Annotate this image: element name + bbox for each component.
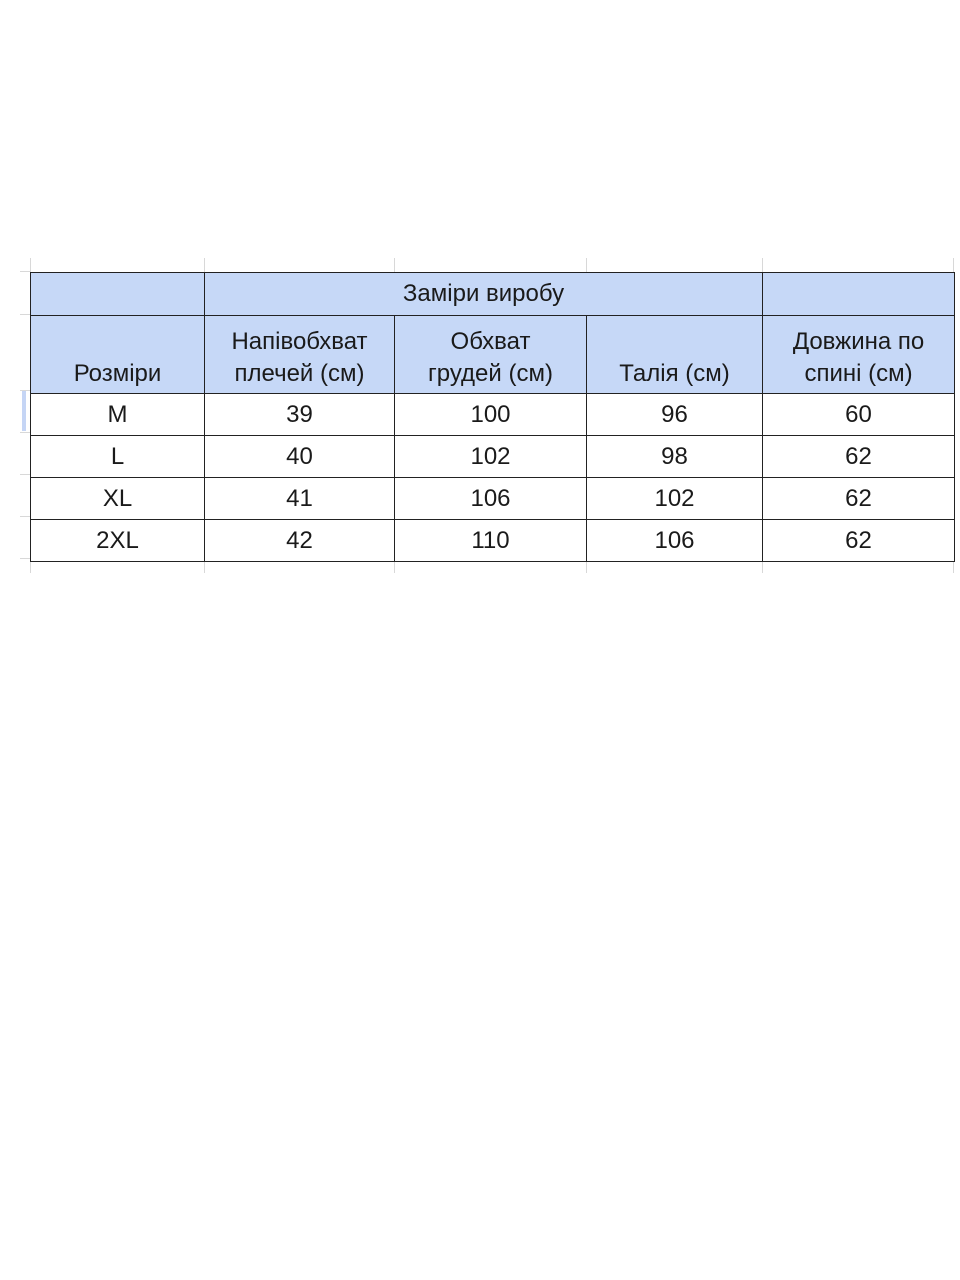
gridline [204, 258, 205, 272]
size-cell[interactable]: L [31, 436, 205, 478]
gridline [20, 432, 30, 433]
column-header-chest[interactable] [395, 316, 587, 394]
waist-cell[interactable]: 102 [587, 478, 763, 520]
empty-header-cell[interactable] [31, 273, 205, 316]
gridline [20, 558, 30, 559]
column-header-shoulders[interactable] [205, 316, 395, 394]
column-header-sizes[interactable] [31, 316, 205, 394]
gridline [30, 258, 31, 272]
size-cell[interactable]: XL [31, 478, 205, 520]
back-length-cell[interactable]: 62 [763, 520, 955, 562]
gridline [394, 258, 395, 272]
back-length-cell[interactable]: 62 [763, 436, 955, 478]
header-line: Розміри [73, 360, 162, 387]
gridline [762, 258, 763, 272]
header-line: Обхват [450, 328, 531, 355]
size-chart-table [30, 272, 955, 562]
shoulders-cell[interactable]: 40 [205, 436, 395, 478]
shoulders-cell[interactable]: 41 [205, 478, 395, 520]
gridline [953, 258, 954, 272]
gridline [20, 516, 30, 517]
size-cell[interactable]: M [31, 394, 205, 436]
header-line: плечей (см) [234, 360, 365, 387]
back-length-cell[interactable]: 60 [763, 394, 955, 436]
size-cell[interactable]: 2XL [31, 520, 205, 562]
chest-cell[interactable]: 110 [395, 520, 587, 562]
chest-cell[interactable]: 102 [395, 436, 587, 478]
shoulders-cell[interactable]: 39 [205, 394, 395, 436]
column-header-row [31, 316, 955, 394]
waist-cell[interactable]: 96 [587, 394, 763, 436]
table-title-row [31, 273, 955, 316]
chest-cell[interactable]: 100 [395, 394, 587, 436]
back-length-cell[interactable]: 62 [763, 478, 955, 520]
table-row [31, 394, 955, 436]
waist-cell[interactable]: 98 [587, 436, 763, 478]
table-row [31, 436, 955, 478]
gridline [20, 314, 30, 315]
table-row [31, 478, 955, 520]
chest-cell[interactable]: 106 [395, 478, 587, 520]
header-line: Напівобхват [231, 328, 368, 355]
header-line: Талія (см) [619, 360, 730, 387]
gridline [20, 271, 30, 272]
selected-row-indicator [22, 391, 26, 431]
shoulders-cell[interactable]: 42 [205, 520, 395, 562]
header-line: спині (см) [804, 360, 913, 387]
gridline [20, 474, 30, 475]
column-header-back-length[interactable] [763, 316, 955, 394]
waist-cell[interactable]: 106 [587, 520, 763, 562]
empty-header-cell[interactable] [763, 273, 955, 316]
gridline [586, 258, 587, 272]
header-line: грудей (см) [428, 360, 553, 387]
column-header-waist[interactable] [587, 316, 763, 394]
group-title-cell[interactable]: Заміри виробу [205, 273, 763, 316]
header-line: Довжина по [792, 328, 925, 355]
table-row [31, 520, 955, 562]
